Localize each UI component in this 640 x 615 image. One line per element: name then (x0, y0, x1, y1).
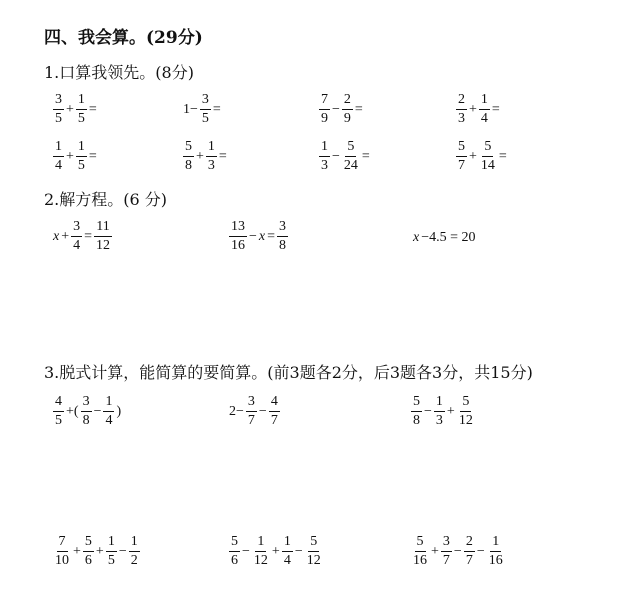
denominator: 3 (321, 158, 328, 173)
numerator: 1 (479, 93, 490, 110)
numerator: 5 (415, 535, 426, 552)
denominator: 4 (105, 413, 113, 428)
fraction (464, 535, 475, 568)
fraction (53, 535, 71, 568)
denominator: 7 (458, 158, 465, 173)
fraction (282, 535, 293, 568)
numerator: 11 (94, 220, 111, 237)
operator: + (469, 148, 477, 164)
operator: − (332, 148, 340, 164)
denominator: 2 (130, 553, 138, 568)
numerator: 3 (246, 395, 257, 412)
numerator: 5 (183, 140, 194, 157)
fraction (229, 535, 240, 568)
operator: = (491, 101, 500, 117)
fraction (342, 140, 360, 173)
operator: 2− (229, 403, 244, 419)
fraction (81, 395, 92, 428)
denominator: 3 (207, 158, 215, 173)
numerator: 3 (277, 220, 288, 237)
denominator: 16 (413, 553, 427, 568)
operator: 1− (183, 101, 198, 117)
denominator: 5 (77, 111, 85, 126)
fraction (53, 93, 64, 126)
page-title: 四、我会算。(29分) (44, 28, 203, 48)
denominator: 8 (82, 413, 90, 428)
operator: − (453, 543, 462, 559)
fraction (106, 535, 117, 568)
numerator: 7 (57, 535, 68, 552)
numerator: 1 (206, 140, 217, 157)
fraction (456, 140, 467, 173)
fraction (183, 140, 194, 173)
operator: − (258, 403, 267, 419)
numerator: 3 (53, 93, 64, 110)
operator: + (431, 543, 439, 559)
fraction (434, 395, 445, 428)
fraction (103, 395, 114, 428)
denominator: 7 (270, 413, 278, 428)
operator: + (446, 403, 455, 419)
operator: − (242, 543, 250, 559)
denominator: 14 (480, 158, 495, 173)
problem (52, 395, 122, 428)
fraction (277, 220, 288, 253)
numerator: 1 (255, 535, 266, 552)
problem (455, 140, 508, 173)
fraction (457, 395, 475, 428)
operator: ) (116, 403, 122, 419)
denominator: 9 (343, 111, 351, 126)
numerator: 2 (456, 93, 467, 110)
denominator: 12 (306, 553, 321, 568)
fraction (305, 535, 323, 568)
numerator: 7 (319, 93, 330, 110)
operator: − (476, 543, 485, 559)
numerator: 4 (53, 395, 64, 412)
fraction (441, 535, 452, 568)
fraction (487, 535, 505, 568)
operator: − (294, 543, 303, 559)
numerator: 5 (345, 140, 356, 157)
operator: + (469, 101, 477, 117)
numerator: 5 (83, 535, 94, 552)
operator: = (361, 148, 370, 164)
fraction (252, 535, 270, 568)
denominator: 4 (55, 158, 62, 173)
operator: = (212, 101, 221, 117)
variable: x (258, 228, 266, 244)
fraction (129, 535, 140, 568)
fraction (411, 395, 422, 428)
numerator: 2 (464, 535, 475, 552)
numerator: 2 (342, 93, 353, 110)
numerator: 1 (106, 535, 117, 552)
fraction (319, 140, 330, 173)
operator: + (61, 228, 70, 244)
denominator: 5 (55, 413, 62, 428)
denominator: 8 (413, 413, 420, 428)
numerator: 5 (482, 140, 493, 157)
problem (52, 93, 98, 126)
operator: = (354, 101, 363, 117)
numerator: 1 (76, 140, 87, 157)
numerator: 4 (269, 395, 280, 412)
problem (318, 93, 364, 126)
denominator: 12 (96, 238, 111, 253)
operator: +( (66, 403, 79, 419)
denominator: 7 (247, 413, 255, 428)
problem (412, 230, 477, 246)
numerator: 5 (460, 395, 471, 412)
numerator: 5 (229, 535, 240, 552)
denominator: 9 (321, 111, 328, 126)
denominator: 6 (231, 553, 238, 568)
fraction (53, 140, 64, 173)
fraction (76, 93, 87, 126)
fraction (71, 220, 82, 253)
fraction (479, 140, 497, 173)
fraction (411, 535, 429, 568)
operator: = (267, 228, 276, 244)
denominator: 12 (458, 413, 473, 428)
fraction (206, 140, 217, 173)
denominator: 3 (458, 111, 465, 126)
problem (52, 140, 98, 173)
problem (455, 93, 501, 126)
denominator: 10 (55, 553, 69, 568)
operator: + (66, 148, 74, 164)
fraction (200, 93, 211, 126)
numerator: 1 (319, 140, 330, 157)
fraction (94, 220, 112, 253)
numerator: 3 (81, 395, 92, 412)
operator: = (218, 148, 227, 164)
numerator: 1 (103, 395, 114, 412)
numerator: 1 (129, 535, 140, 552)
denominator: 5 (201, 111, 209, 126)
fraction (456, 93, 467, 126)
problem (228, 535, 324, 568)
denominator: 24 (343, 158, 358, 173)
numerator: 5 (308, 535, 319, 552)
denominator: 5 (55, 111, 62, 126)
operator: − (332, 101, 340, 117)
denominator: 8 (185, 158, 192, 173)
problem (410, 535, 506, 568)
denominator: 4 (283, 553, 291, 568)
variable: x (413, 230, 420, 245)
numerator: 5 (456, 140, 467, 157)
numerator: 3 (441, 535, 452, 552)
operator: + (66, 101, 74, 117)
fraction (479, 93, 490, 126)
problem (182, 140, 228, 173)
numerator: 1 (282, 535, 293, 552)
problem (52, 220, 113, 253)
fraction (342, 93, 353, 126)
numerator: 1 (434, 395, 445, 412)
denominator: 5 (77, 158, 85, 173)
fraction (53, 395, 64, 428)
problem (182, 93, 222, 126)
numerator: 3 (71, 220, 82, 237)
operator: = (88, 101, 97, 117)
problem (228, 395, 281, 428)
variable: x (53, 228, 60, 244)
numerator: 1 (76, 93, 87, 110)
denominator: 5 (107, 553, 115, 568)
denominator: 16 (231, 238, 245, 253)
fraction (246, 395, 257, 428)
problem (52, 535, 141, 568)
operator: − (249, 228, 257, 244)
denominator: 7 (442, 553, 450, 568)
fraction (229, 220, 247, 253)
operator: − (424, 403, 432, 419)
operator: − (93, 403, 102, 419)
denominator: 4 (480, 111, 488, 126)
operator: + (196, 148, 204, 164)
operator: = (88, 148, 97, 164)
fraction (83, 535, 94, 568)
operator: + (73, 543, 81, 559)
section-3-heading: 3.脱式计算，能简算的要简算。(前3题各2分，后3题各3分，共15分) (44, 363, 533, 382)
operator: + (271, 543, 280, 559)
fraction (76, 140, 87, 173)
denominator: 16 (488, 553, 503, 568)
fraction (319, 93, 330, 126)
denominator: 4 (73, 238, 81, 253)
numerator: 5 (411, 395, 422, 412)
operator: − (118, 543, 127, 559)
denominator: 7 (465, 553, 473, 568)
problem (318, 140, 371, 173)
denominator: 3 (435, 413, 443, 428)
denominator: 6 (84, 553, 92, 568)
denominator: 12 (253, 553, 268, 568)
section-2-heading: 2.解方程。(6 分) (44, 190, 168, 209)
problem (410, 395, 476, 428)
denominator: 8 (279, 238, 287, 253)
operator: −4.5 = 20 (421, 230, 476, 245)
numerator: 1 (53, 140, 64, 157)
numerator: 3 (200, 93, 211, 110)
section-1-heading: 1.口算我领先。(8分) (44, 63, 194, 82)
problem (228, 220, 289, 253)
fraction (269, 395, 280, 428)
numerator: 13 (229, 220, 247, 237)
operator: + (95, 543, 104, 559)
numerator: 1 (490, 535, 501, 552)
operator: = (84, 228, 93, 244)
operator: = (498, 148, 507, 164)
